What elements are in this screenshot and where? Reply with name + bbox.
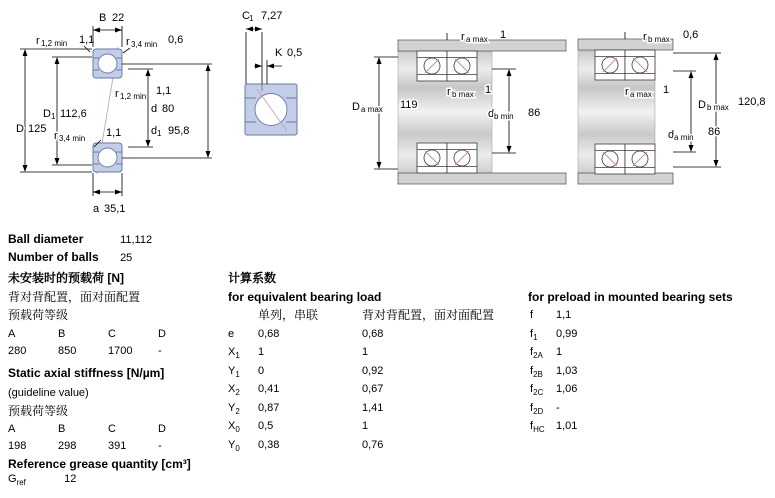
dim-D1-label: D	[43, 108, 51, 120]
factor-value: -	[556, 402, 560, 414]
bearing-pair-top	[595, 50, 655, 80]
single-tandem-value: 0,38	[258, 439, 280, 451]
value-c: 391	[108, 440, 127, 452]
ball	[255, 94, 287, 126]
single-tandem-value: 0,41	[258, 383, 280, 395]
header-a: A	[8, 328, 16, 340]
housing-bottom	[578, 173, 673, 184]
header-c: C	[108, 423, 116, 435]
dim-D-value: 125	[28, 123, 47, 135]
dim-d1-value: 95,8	[168, 125, 190, 137]
ball-diameter-row	[8, 233, 152, 247]
dim-D-label: D	[16, 123, 24, 135]
value-b: 850	[58, 345, 77, 357]
dim-d-label: d	[151, 103, 158, 115]
calc-row-x0	[228, 420, 368, 436]
value-d: -	[158, 440, 162, 452]
housing-bottom	[398, 173, 566, 184]
number-of-balls-row	[8, 251, 132, 265]
single-tandem-value: 1	[258, 346, 265, 358]
dim-r34mid-label: r	[54, 130, 58, 142]
dim-ra-sub: a max	[466, 35, 488, 44]
header-d: D	[158, 423, 166, 435]
calc-title: 计算系数	[228, 271, 277, 285]
btb-ftf-value: 1,41	[362, 402, 384, 414]
dim-r12mid-label: r	[115, 88, 119, 100]
ball-diameter-label: Ball diameter	[8, 232, 84, 246]
dim-B-value: 22	[112, 12, 125, 24]
ball	[98, 54, 117, 73]
preload-class-headers	[8, 328, 208, 341]
bearing-pair-bottom	[417, 143, 477, 173]
factor-value: 1,03	[556, 365, 578, 377]
dim-B-label: B	[99, 12, 107, 24]
header-c: C	[108, 328, 116, 340]
dim-d-value: 80	[162, 103, 175, 115]
number-of-balls-value: 25	[120, 252, 133, 264]
dim-r12mid-value: 1,1	[156, 85, 172, 97]
factor-label: $f_{2D}$	[530, 402, 544, 416]
bearing-section	[245, 84, 297, 135]
factor-value: 1,1	[556, 309, 572, 321]
factor-label: $Y_2$	[228, 402, 240, 416]
value-c: 1700	[108, 345, 133, 357]
dim-r12top-value: 1,1	[79, 34, 95, 46]
calc-row-x1	[228, 346, 368, 362]
col2-header: 背对背配置，面对面配置	[362, 308, 495, 322]
dim-rb-value: 0,6	[683, 29, 699, 41]
btb-ftf-value: 0,76	[362, 439, 384, 451]
abutment-drawing-left	[350, 28, 568, 195]
bearing-pair-top	[417, 51, 477, 81]
dim-d1-label: d	[151, 125, 158, 137]
gref-value: 12	[64, 473, 77, 485]
calc-row-x2	[228, 383, 383, 399]
dim-r12top-label: r	[36, 35, 40, 47]
dim-r34mid-sub: 3,4 min	[59, 134, 86, 143]
factor-row-f1	[530, 328, 577, 344]
dim-r34top-label: r	[126, 36, 130, 48]
single-tandem-value: 0	[258, 365, 265, 377]
preload-unmounted-subtitle: 背对背配置，面对面配置	[8, 290, 141, 304]
dim-C1-sub: 1	[249, 14, 254, 23]
stiffness-subtitle: (guideline value)	[8, 387, 89, 399]
header-d: D	[158, 328, 166, 340]
preload-class-label: 预载荷等级	[8, 308, 69, 322]
dim-Da-label: D	[352, 101, 360, 113]
dim-db-sub: b min	[494, 112, 514, 121]
dim-r34mid-value: 1,1	[106, 127, 122, 139]
preload-factors-title: for preload in mounted bearing sets	[528, 290, 733, 304]
dim-Da-value: 119	[400, 99, 418, 111]
header-b: B	[58, 328, 66, 340]
col1-header: 单列，串联	[258, 308, 319, 322]
gref-label: $G_{ref}$	[8, 473, 26, 487]
dim-da-label: d	[668, 129, 675, 141]
factor-label: $Y_0$	[228, 439, 240, 453]
bearing-top-half	[93, 49, 122, 78]
ball-diameter-value: 11,112	[120, 234, 153, 246]
calc-col-headers	[228, 309, 494, 322]
dim-D1-sub: 1	[51, 112, 56, 121]
dim-d1-sub: 1	[157, 129, 162, 138]
dim-r12mid-sub: 1,2 min	[120, 92, 147, 101]
factor-label: $f_{2C}$	[530, 383, 544, 397]
factor-row-f2a	[530, 346, 562, 362]
factor-label: $X_1$	[228, 346, 240, 360]
dim-db-value: 86	[528, 107, 541, 119]
dim-rb-label: r	[447, 86, 451, 98]
btb-ftf-value: 1	[362, 346, 369, 358]
factor-label: $f_{2B}$	[530, 365, 543, 379]
bearing-cross-section-drawing	[0, 0, 228, 225]
dim-rb-sub: b max	[648, 35, 670, 44]
factor-value: 0,99	[556, 328, 578, 340]
dim-K-value: 0,5	[287, 47, 303, 59]
abutment-drawing-right	[575, 28, 775, 195]
value-d: -	[158, 345, 162, 357]
single-tandem-value: 0,87	[258, 402, 280, 414]
btb-ftf-value: 0,67	[362, 383, 384, 395]
bearing-detail-drawing	[230, 5, 325, 145]
value-a: 280	[8, 345, 27, 357]
dim-K-label: K	[275, 47, 283, 59]
dim-Db-sub: b max	[707, 103, 729, 112]
single-tandem-value: 0,5	[258, 420, 274, 432]
calc-subtitle: for equivalent bearing load	[228, 290, 382, 304]
factor-label: $f_1$	[530, 328, 538, 342]
factor-label: $f_{2A}$	[530, 346, 543, 360]
btb-ftf-value: 0,68	[362, 328, 384, 340]
header-b: B	[58, 423, 66, 435]
factor-label: $f_{HC}$	[530, 420, 545, 434]
dim-a-label: a	[93, 203, 100, 215]
dim-C1-label: C	[242, 10, 250, 22]
factor-value: 1,06	[556, 383, 578, 395]
stiffness-values-row	[8, 440, 208, 453]
dim-rb-label: r	[643, 31, 647, 43]
btb-ftf-value: 0,92	[362, 365, 384, 377]
factor-label: $X_0$	[228, 420, 240, 434]
dim-D1-value: 112,6	[60, 108, 87, 120]
ball	[98, 148, 117, 167]
factor-label: $Y_1$	[228, 365, 240, 379]
dim-r34top-value: 0,6	[168, 34, 184, 46]
number-of-balls-label: Number of balls	[8, 250, 99, 264]
calc-row-y2	[228, 402, 383, 418]
grease-row	[8, 473, 76, 489]
single-tandem-value: 0,68	[258, 328, 280, 340]
dim-ra-value: 1	[663, 84, 670, 96]
dim-da-value: 86	[708, 126, 721, 138]
dim-rb-sub: b max	[452, 90, 474, 99]
dim-ra-value: 1	[500, 29, 507, 41]
calc-row-y0	[228, 439, 383, 455]
grease-title: Reference grease quantity [cm³]	[8, 457, 191, 471]
dim-Db-label: D	[698, 99, 706, 111]
value-a: 198	[8, 440, 27, 452]
dim-Da-sub: a max	[361, 105, 383, 114]
calc-row-e	[228, 328, 383, 344]
bearing-bottom-half	[93, 143, 122, 172]
factor-row-f	[530, 309, 571, 325]
stiffness-title: Static axial stiffness [N/µm]	[8, 366, 165, 380]
preload-values-row	[8, 345, 208, 358]
dim-db-label: d	[488, 108, 495, 120]
calc-row-y1	[228, 365, 383, 381]
factor-label: e	[228, 328, 235, 340]
dim-ra-label: r	[625, 86, 629, 98]
factor-row-fhc	[530, 420, 577, 436]
factor-label: $X_2$	[228, 383, 240, 397]
factor-value: 1,01	[556, 420, 578, 432]
dim-C1-value: 7,27	[261, 10, 283, 22]
factor-row-f2b	[530, 365, 577, 381]
header-a: A	[8, 423, 16, 435]
value-b: 298	[58, 440, 77, 452]
factor-label: f	[530, 309, 534, 321]
stiffness-class-label: 预载荷等级	[8, 404, 69, 418]
dim-Db-value: 120,8	[738, 96, 766, 108]
dim-r12top-sub: 1,2 min	[41, 39, 68, 48]
factor-value: 1	[556, 346, 563, 358]
dim-rb-value: 1	[485, 84, 492, 96]
stiffness-headers	[8, 423, 208, 436]
factor-row-f2c	[530, 383, 577, 399]
factor-row-f2d	[530, 402, 560, 418]
dim-r34top-sub: 3,4 min	[131, 40, 158, 49]
dim-ra-label: r	[461, 31, 465, 43]
preload-unmounted-title: 未安装时的预载荷 [N]	[8, 271, 124, 285]
dim-ra-sub: a max	[630, 90, 652, 99]
bearing-pair-bottom	[595, 144, 655, 174]
btb-ftf-value: 1	[362, 420, 369, 432]
dim-a-value: 35,1	[104, 203, 126, 215]
dim-da-sub: a min	[674, 133, 694, 142]
